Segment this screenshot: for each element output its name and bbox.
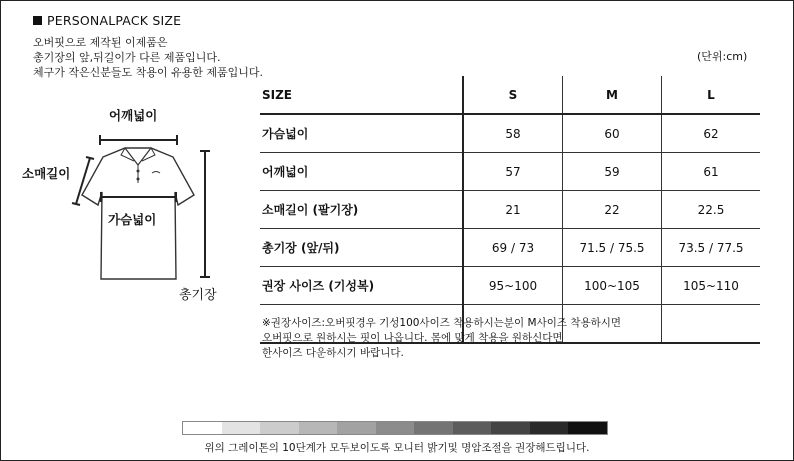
footnote-line: ※권장사이즈:오버핏경우 기성100사이즈 착용하시는분이 M사이즈 착용하시면 bbox=[262, 317, 622, 329]
gray-swatch bbox=[530, 422, 569, 434]
unit-label: (단위:cm) bbox=[697, 50, 748, 63]
header-size-l: L bbox=[662, 76, 761, 114]
gray-swatch bbox=[222, 422, 261, 434]
gray-swatch bbox=[299, 422, 338, 434]
gray-swatch bbox=[568, 422, 607, 434]
cell-value: 21 bbox=[463, 191, 563, 229]
cell-value: 60 bbox=[563, 114, 662, 153]
page-title: PERSONALPACK SIZE bbox=[33, 13, 181, 28]
chest-label: 가슴넓이 bbox=[108, 212, 157, 227]
gray-swatch bbox=[337, 422, 376, 434]
cell-value: 58 bbox=[463, 114, 563, 153]
cell-value: 62 bbox=[662, 114, 761, 153]
header-size-m: M bbox=[563, 76, 662, 114]
row-label: 가슴넓이 bbox=[260, 114, 463, 153]
gray-swatch bbox=[491, 422, 530, 434]
row-label: 총기장 (앞/뒤) bbox=[260, 229, 463, 267]
fit-notes bbox=[33, 35, 263, 80]
gray-swatch bbox=[183, 422, 222, 434]
cell-value: 95~100 bbox=[463, 267, 563, 305]
cell-value: 69 / 73 bbox=[463, 229, 563, 267]
cell-value: 73.5 / 77.5 bbox=[662, 229, 761, 267]
sleeve-label: 소매길이 bbox=[22, 166, 71, 181]
cell-value: 57 bbox=[463, 153, 563, 191]
gray-swatch bbox=[260, 422, 299, 434]
note-line: 오버핏으로 제작된 이제품은 bbox=[33, 36, 168, 49]
gray-swatch bbox=[376, 422, 415, 434]
cell-value: 61 bbox=[662, 153, 761, 191]
footnote-line: 오버핏으로 원하시는 핏이 나옵니다. 몸에 맞게 착용을 원하신다면 bbox=[262, 332, 563, 344]
cell-value bbox=[662, 305, 761, 344]
row-label: 권장 사이즈 (기성복) bbox=[260, 267, 463, 305]
cell-value: 71.5 / 75.5 bbox=[563, 229, 662, 267]
polo-shirt-icon bbox=[0, 95, 260, 315]
gray-swatch bbox=[414, 422, 453, 434]
monitor-caption: 위의 그레이톤의 10단계가 모두보이도록 모니터 밝기및 명암조절을 권장해드립니다. bbox=[204, 442, 590, 454]
cell-value: 105~110 bbox=[662, 267, 761, 305]
header-size-label: SIZE bbox=[260, 76, 463, 114]
table-row bbox=[260, 229, 760, 267]
table-row bbox=[260, 267, 760, 305]
gray-swatch bbox=[453, 422, 492, 434]
table-header-row bbox=[260, 76, 760, 114]
cell-value: 100~105 bbox=[563, 267, 662, 305]
cell-value: 59 bbox=[563, 153, 662, 191]
header-size-s: S bbox=[463, 76, 563, 114]
shirt-illustration bbox=[0, 95, 260, 315]
shoulder-label: 어깨넓이 bbox=[109, 108, 158, 123]
footnote-line: 한사이즈 다운하시기 바랍니다. bbox=[262, 347, 404, 359]
grayscale-bar bbox=[182, 421, 608, 435]
table-row bbox=[260, 191, 760, 229]
cell-value: 22 bbox=[563, 191, 662, 229]
length-label: 총기장 bbox=[179, 288, 217, 303]
table-row bbox=[260, 153, 760, 191]
table-row bbox=[260, 114, 760, 153]
cell-value: 22.5 bbox=[662, 191, 761, 229]
note-line: 체구가 작은신분들도 착용이 유용한 제품입니다. bbox=[33, 66, 264, 79]
row-label: 어깨넓이 bbox=[260, 153, 463, 191]
note-line: 총기장의 앞,뒤길이가 다른 제품입니다. bbox=[33, 51, 221, 64]
size-footnote bbox=[262, 316, 621, 361]
size-table bbox=[260, 76, 760, 344]
row-label: 소매길이 (팔기장) bbox=[260, 191, 463, 229]
square-bullet-icon bbox=[33, 16, 42, 25]
